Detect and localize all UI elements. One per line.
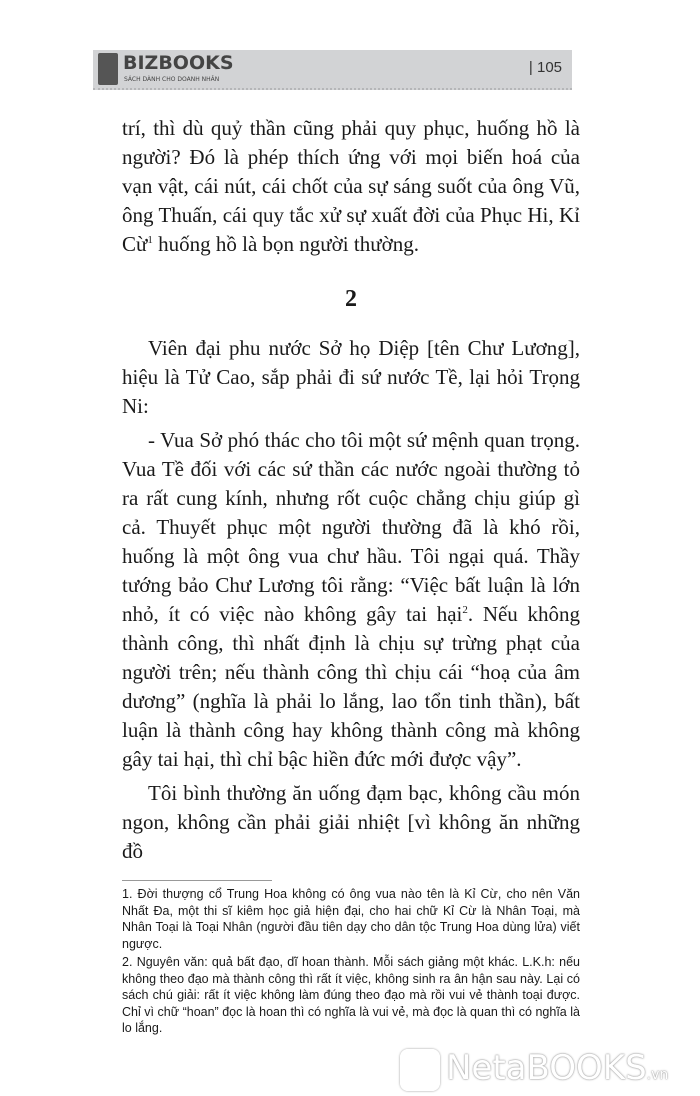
watermark xyxy=(446,1047,668,1096)
footnote-divider xyxy=(122,880,272,881)
paragraph xyxy=(122,426,580,774)
text: . Nếu không thành công, thì nhất định là chịu sự trừng phạt của người trên; nếu thành công thì chịu cái “hoạ của âm dương” (nghĩa là phải lo lắng, lao tổn tinh thần), bất luận là thành công hay không thành công mà không gây tai hại, thì chỉ bậc hiền đức mới được vậy”. xyxy=(122,602,580,771)
netabooks-logo-icon xyxy=(400,1049,440,1091)
paragraph: Tôi bình thường ăn uống đạm bạc, không cầu món ngon, không cần phải giải nhiệt [vì không ăn những đồ xyxy=(122,781,580,863)
paragraph xyxy=(122,114,580,259)
text: - Vua Sở phó thác cho tôi một sứ mệnh quan trọng. Vua Tề đối với các sứ thần các nước ngoài thường tỏ ra rất cung kính, nhưng rốt cuộc chẳng chịu giúp gì cả. Thuyết phục một người thường đã là khó rồi, huống là một ông vua chư hầu. Tôi ngại quá. Thầy tướng bảo Chư Lương tôi rằng: “Việc bất luận là lớn nhỏ, ít có việc nào không gây tai hại xyxy=(122,428,580,626)
brand-tagline: SÁCH DÀNH CHO DOANH NHÂN xyxy=(124,76,220,83)
watermark-suffix: .vn xyxy=(646,1066,669,1083)
paragraph: Viên đại phu nước Sở họ Diệp [tên Chư Lương], hiệu là Tử Cao, sắp phải đi sứ nước Tề, lại hỏi Trọng Ni: xyxy=(122,336,580,418)
running-header xyxy=(93,50,572,90)
bizbooks-logo-icon xyxy=(98,53,118,85)
text: trí, thì dù quỷ thần cũng phải quy phục, huống hồ là người? Đó là phép thích ứng với mọi biến hoá của vạn vật, cái nút, cái chốt của sự sáng suốt của ông Vũ, ông Thuấn, cái quy tắc xử sự xuất đời của Phục Hi, Kỉ Cừ xyxy=(122,116,580,256)
footnotes xyxy=(122,886,580,1037)
brand-name: BIZBOOKS xyxy=(123,52,234,74)
footnote: 2. Nguyên văn: quả bất đạo, dĩ hoan thành. Mỗi sách giảng một khác. L.K.h: nếu không theo đạo mà thành công thì rất ít việc, không sinh ra ân hận sau này. Lại có sách chú giải: rất ít việc không làm đúng theo đạo mà rồi vui vẻ thành toại được. Chỉ vì chữ “hoan” đọc là hoan thì có nghĩa là vui vẻ, mà đọc là quan thì có nghĩa là lo lắng. xyxy=(122,955,580,1035)
book-page xyxy=(0,50,700,1095)
footnote-ref: 1 xyxy=(147,234,153,246)
watermark-area xyxy=(400,1045,690,1095)
section-heading: 2 xyxy=(345,286,357,312)
text: huống hồ là bọn người thường. xyxy=(152,232,419,256)
body-text xyxy=(122,114,580,866)
footnote: 1. Đời thượng cổ Trung Hoa không có ông vua nào tên là Kỉ Cừ, cho nên Văn Nhất Đa, một thi sĩ kiêm học giả hiện đại, cho hai chữ Kỉ Cừ là Nhân Toại, mà Nhân Toại là Toại Nhân (người đầu tiên dạy cho dân tộc Trung Hoa dùng lửa) viết ngược. xyxy=(122,887,580,951)
page-number: | 105 xyxy=(528,59,562,76)
footnote-ref: 2 xyxy=(462,604,468,616)
watermark-text: NetaBOOKS xyxy=(446,1047,647,1088)
